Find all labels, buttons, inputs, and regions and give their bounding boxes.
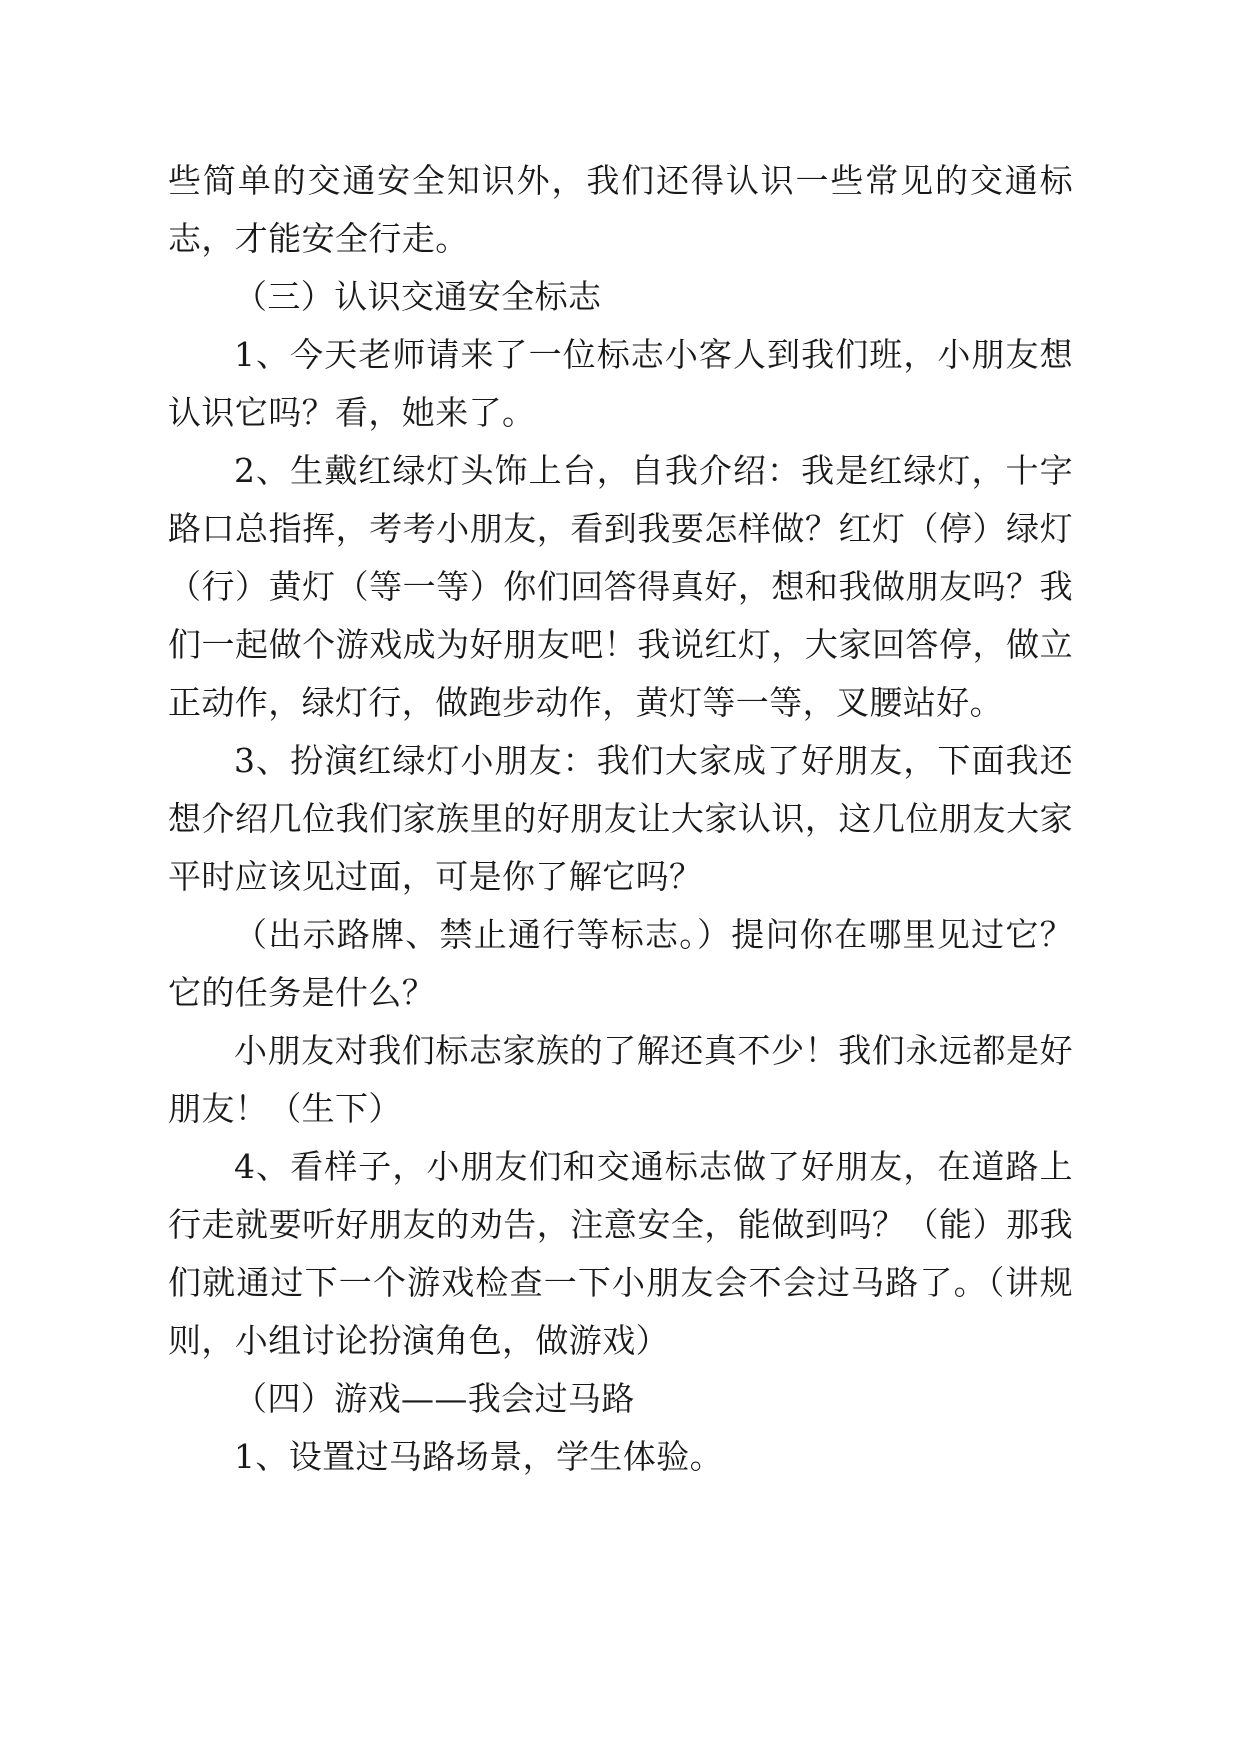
paragraph-praise: 小朋友对我们标志家族的了解还真不少！我们永远都是好朋友！（生下） <box>168 1031 1073 1128</box>
section-heading-four: （四）游戏——我会过马路 <box>234 1379 635 1418</box>
paragraph-step-3: 3、扮演红绿灯小朋友：我们大家成了好朋友，下面我还想介绍几位我们家族里的好朋友让大家认识，这几位朋友大家平时应该见过面，可是你了解它吗？ <box>168 741 1073 896</box>
paragraph-show-signs: （出示路牌、禁止通行等标志。）提问你在哪里见过它？它的任务是什么？ <box>168 915 1073 1012</box>
document-text-block <box>168 152 1073 1486</box>
section-heading-three: （三）认识交通安全标志 <box>234 277 602 316</box>
paragraph-step-4: 4、看样子，小朋友们和交通标志做了好朋友，在道路上行走就要听好朋友的劝告，注意安全，能做到吗？（能）那我们就通过下一个游戏检查一下小朋友会不会过马路了。（讲规则，小组讨论扮演角色，做游戏） <box>168 1147 1073 1360</box>
paragraph-step-2: 2、生戴红绿灯头饰上台，自我介绍：我是红绿灯，十字路口总指挥，考考小朋友，看到我要怎样做？红灯（停）绿灯（行）黄灯（等一等）你们回答得真好，想和我做朋友吗？我们一起做个游戏成为好朋友吧！我说红灯，大家回答停，做立正动作，绿灯行，做跑步动作，黄灯等一等，叉腰站好。 <box>168 451 1073 722</box>
paragraph-step-1: 1、今天老师请来了一位标志小客人到我们班，小朋友想认识它吗？看，她来了。 <box>168 335 1073 432</box>
paragraph-game-step-1: 1、设置过马路场景，学生体验。 <box>234 1437 723 1476</box>
paragraph-continuation: 些简单的交通安全知识外，我们还得认识一些常见的交通标志，才能安全行走。 <box>168 161 1073 258</box>
